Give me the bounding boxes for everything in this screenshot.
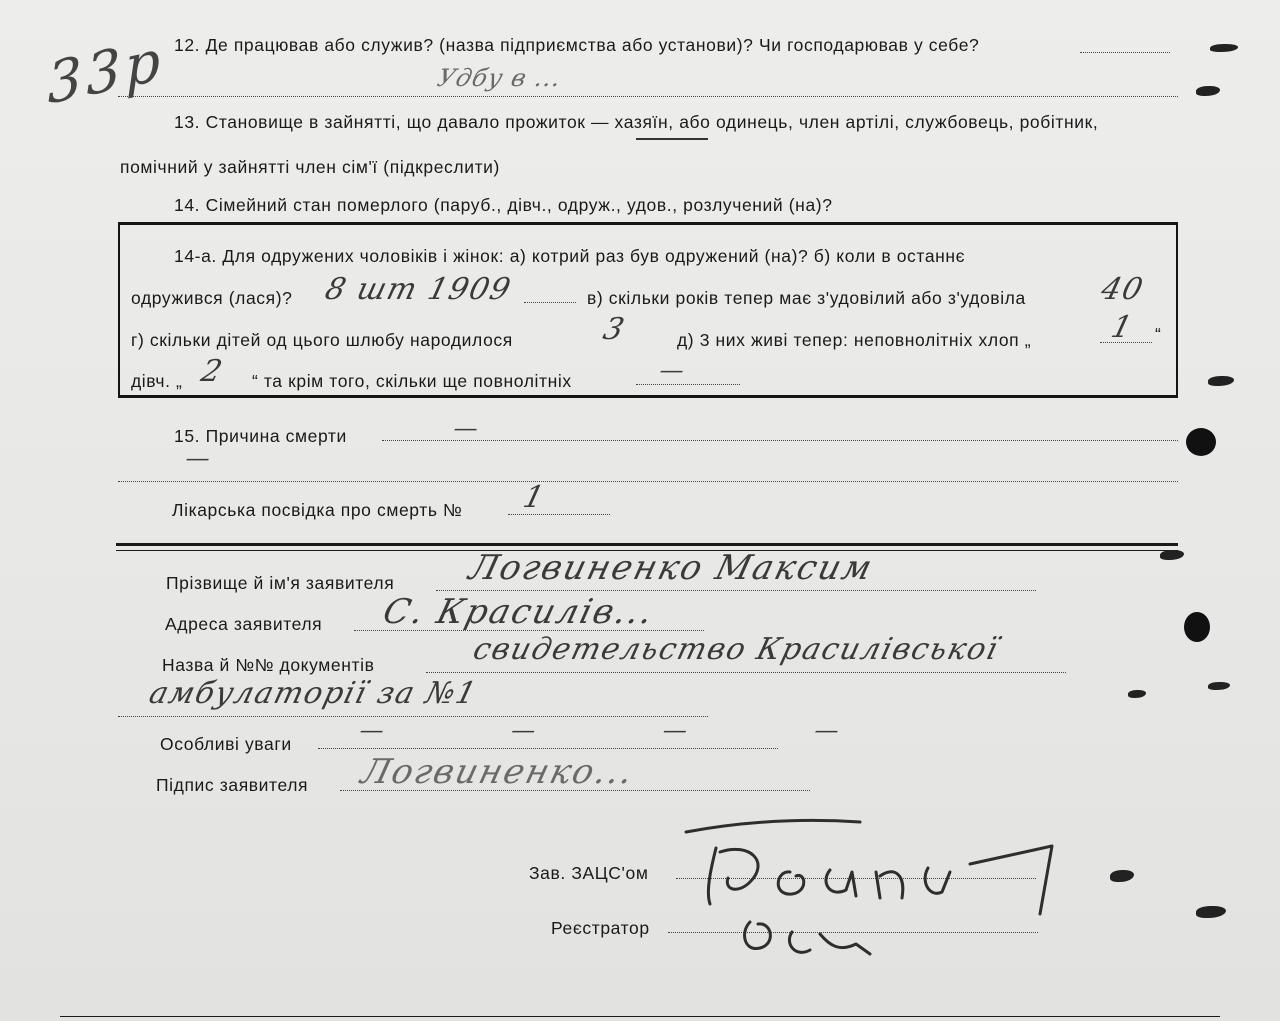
paper-damage [1110, 870, 1134, 882]
q13-label-line1: 13. Становище в зайнятті, що давало прожиток — хазяїн, або одинець, член артілі, службовець, робітник, [174, 112, 1099, 132]
applicant-address-label: Адреса заявителя [165, 614, 323, 634]
applicant-docs-dots [426, 672, 1066, 673]
applicant-remarks-value: — — — — [356, 716, 903, 744]
q12-answer-line [118, 96, 1178, 97]
applicant-signature-dots [340, 790, 810, 791]
margin-handwritten-note: 33р [46, 27, 165, 118]
q13-label-line2: помічний у зайнятті член сім'ї (підкреслити) [120, 157, 500, 177]
applicant-docs-label: Назва й №№ документів [162, 655, 375, 675]
q14a-children-born: 3 [599, 312, 629, 347]
q12-dotted-line [1080, 52, 1170, 53]
q14a-girls-label: дівч. „ [131, 371, 183, 391]
binding-hole [1184, 612, 1210, 642]
applicant-address-value: С. Красилів... [379, 592, 659, 632]
q15-dots [382, 440, 1178, 441]
q14a-widow-age-label: в) скільки років тепер має з'удовілий або з'удовіла [587, 288, 1026, 308]
official-signatures [680, 812, 1060, 972]
q14a-line1: 14-а. Для одружених чоловіків і жінок: а) котрий раз був одружений (на)? б) коли в останнє [174, 246, 966, 266]
q14a-widow-age: 40 [1097, 272, 1148, 307]
q12-label: 12. Де працював або служив? (назва підприємства або установи)? Чи господарював у себе? [174, 35, 980, 55]
med-cert-label: Лікарська посвідка про смерть № [172, 500, 463, 520]
med-cert-number: 1 [519, 480, 549, 515]
registrar-label: Реєстратор [551, 918, 650, 938]
paper-damage [1208, 376, 1234, 386]
q14a-married-dots [524, 302, 576, 303]
bottom-edge-line [60, 1016, 1220, 1017]
head-label: Зав. ЗАЦС'ом [529, 863, 649, 883]
paper-damage [1210, 44, 1238, 52]
section-rule-thick [116, 543, 1178, 546]
binding-hole [1186, 428, 1216, 456]
q14a-minor-girls: 2 [197, 354, 227, 389]
paper-damage [1196, 86, 1220, 96]
q14a-adults-label: “ та крім того, скільки ще повнолітніх [252, 371, 572, 391]
q15-answer: — [450, 414, 483, 442]
q15-label: 15. Причина смерти [174, 426, 347, 446]
applicant-name-label: Прізвище й ім'я заявителя [166, 573, 395, 593]
q14a-children-label: г) скільки дітей од цього шлюбу народилося [131, 330, 513, 350]
applicant-docs-value-line1: свидетельство Красилівської [469, 632, 1003, 667]
q13-underline-mark [636, 138, 708, 140]
q14a-adults: — [656, 356, 689, 384]
med-cert-dots [508, 514, 610, 515]
paper-damage [1160, 550, 1184, 560]
q14a-boys-dots [1100, 342, 1152, 343]
q14a-married-when: 8 шт 1909 [321, 272, 516, 307]
q15-answer-line [118, 481, 1178, 482]
applicant-address-dots [354, 630, 704, 631]
paper-damage [1196, 906, 1226, 918]
applicant-remarks-label: Особливі уваги [160, 734, 292, 754]
applicant-signature-label: Підпис заявителя [156, 775, 309, 795]
applicant-name-value: Логвиненко Максим [465, 548, 878, 588]
applicant-remarks-dots [318, 748, 778, 749]
applicant-signature-value: Логвиненко... [357, 752, 639, 792]
applicant-name-dots [436, 590, 1036, 591]
q14-label: 14. Сімейний стан померлого (паруб., дівч., одруж., удов., розлучений (на)? [174, 195, 833, 215]
q15-answer-line2: — [182, 444, 215, 472]
q14a-minors-label: д) 3 них живі тепер: неповнолітніх хлоп „ [677, 330, 1032, 350]
q12-answer: Удбу в ... [434, 64, 565, 92]
q14a-quote-close: “ [1155, 324, 1162, 344]
paper-damage [1128, 690, 1146, 698]
q14a-married-label: одружився (лася)? [131, 288, 293, 308]
applicant-docs-value-line2: амбулаторії за №1 [145, 676, 482, 711]
paper-damage [1208, 682, 1230, 690]
q14a-adults-dots [636, 384, 740, 385]
q14a-minor-boys: 1 [1107, 310, 1137, 345]
